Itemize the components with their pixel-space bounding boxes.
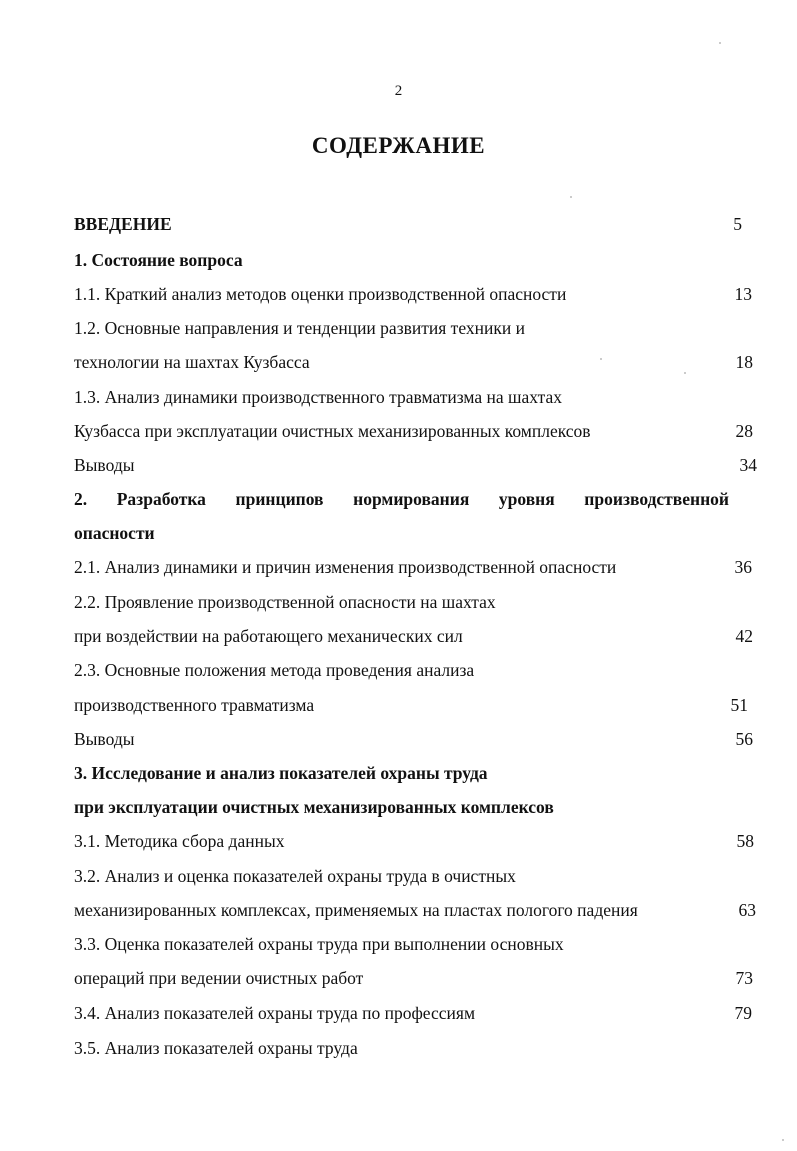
toc-3-3-label-line2: операций при ведении очистных работ [74, 968, 364, 988]
toc-intro-page: 5 [733, 214, 742, 234]
toc-1-conclusions-page: 34 [739, 455, 757, 475]
toc-2-2-page: 42 [735, 626, 753, 646]
toc-1-conclusions-label: Выводы [74, 455, 135, 475]
toc-3-2-page: 63 [738, 900, 756, 920]
toc-1-3-label-line1: 1.3. Анализ динамики производственного травматизма на шахтах [74, 387, 562, 407]
toc-3-4-page: 79 [734, 1003, 752, 1023]
scan-speck [719, 42, 721, 44]
toc-2-3-page: 51 [730, 695, 748, 715]
toc-2-conclusions-label: Выводы [74, 729, 135, 749]
scan-speck [570, 196, 572, 198]
toc-2-conclusions-page: 56 [735, 729, 753, 749]
toc-section-2-heading-line2: опасности [74, 523, 155, 543]
toc-2-2-label-line2: при воздействии на работающего механических сил [74, 626, 463, 646]
page-number: 2 [394, 83, 403, 99]
toc-1-1-page: 13 [734, 284, 752, 304]
toc-3-3-page: 73 [735, 968, 753, 988]
scan-speck [600, 358, 602, 360]
toc-section-2-heading-line1: 2. Разработка принципов нормирования уровня производственной [74, 489, 729, 509]
toc-1-3-label-line2: Кузбасса при эксплуатации очистных механизированных комплексов [74, 421, 591, 441]
toc-2-1-label: 2.1. Анализ динамики и причин изменения производственной опасности [74, 557, 617, 577]
toc-1-3-page: 28 [735, 421, 753, 441]
toc-1-2-label-line2: технологии на шахтах Кузбасса [74, 352, 310, 372]
toc-section-3-heading-line2: при эксплуатации очистных механизированных комплексов [74, 797, 554, 817]
toc-3-1-page: 58 [736, 831, 754, 851]
toc-3-2-label-line1: 3.2. Анализ и оценка показателей охраны труда в очистных [74, 866, 516, 886]
page-title: СОДЕРЖАНИЕ [311, 133, 486, 158]
toc-2-3-label-line2: производственного травматизма [74, 695, 315, 715]
toc-3-5-label: 3.5. Анализ показателей охраны труда [74, 1038, 358, 1058]
toc-section-3-heading-line1: 3. Исследование и анализ показателей охраны труда [74, 763, 488, 783]
toc-2-3-label-line1: 2.3. Основные положения метода проведения анализа [74, 660, 475, 680]
scan-speck [684, 372, 686, 374]
toc-1-2-page: 18 [735, 352, 753, 372]
toc-3-3-label-line1: 3.3. Оценка показателей охраны труда при выполнении основных [74, 934, 564, 954]
toc-section-1-heading: 1. Состояние вопроса [74, 250, 243, 270]
toc-3-2-label-line2: механизированных комплексах, применяемых на пластах пологого падения [74, 900, 638, 920]
toc-intro-label: ВВЕДЕНИЕ [74, 214, 172, 234]
toc-3-1-label: 3.1. Методика сбора данных [74, 831, 285, 851]
toc-1-2-label-line1: 1.2. Основные направления и тенденции развития техники и [74, 318, 525, 338]
scan-speck [782, 1139, 784, 1141]
toc-3-4-label: 3.4. Анализ показателей охраны труда по профессиям [74, 1003, 476, 1023]
toc-2-2-label-line1: 2.2. Проявление производственной опасности на шахтах [74, 592, 496, 612]
toc-1-1-label: 1.1. Краткий анализ методов оценки производственной опасности [74, 284, 567, 304]
toc-2-1-page: 36 [734, 557, 752, 577]
